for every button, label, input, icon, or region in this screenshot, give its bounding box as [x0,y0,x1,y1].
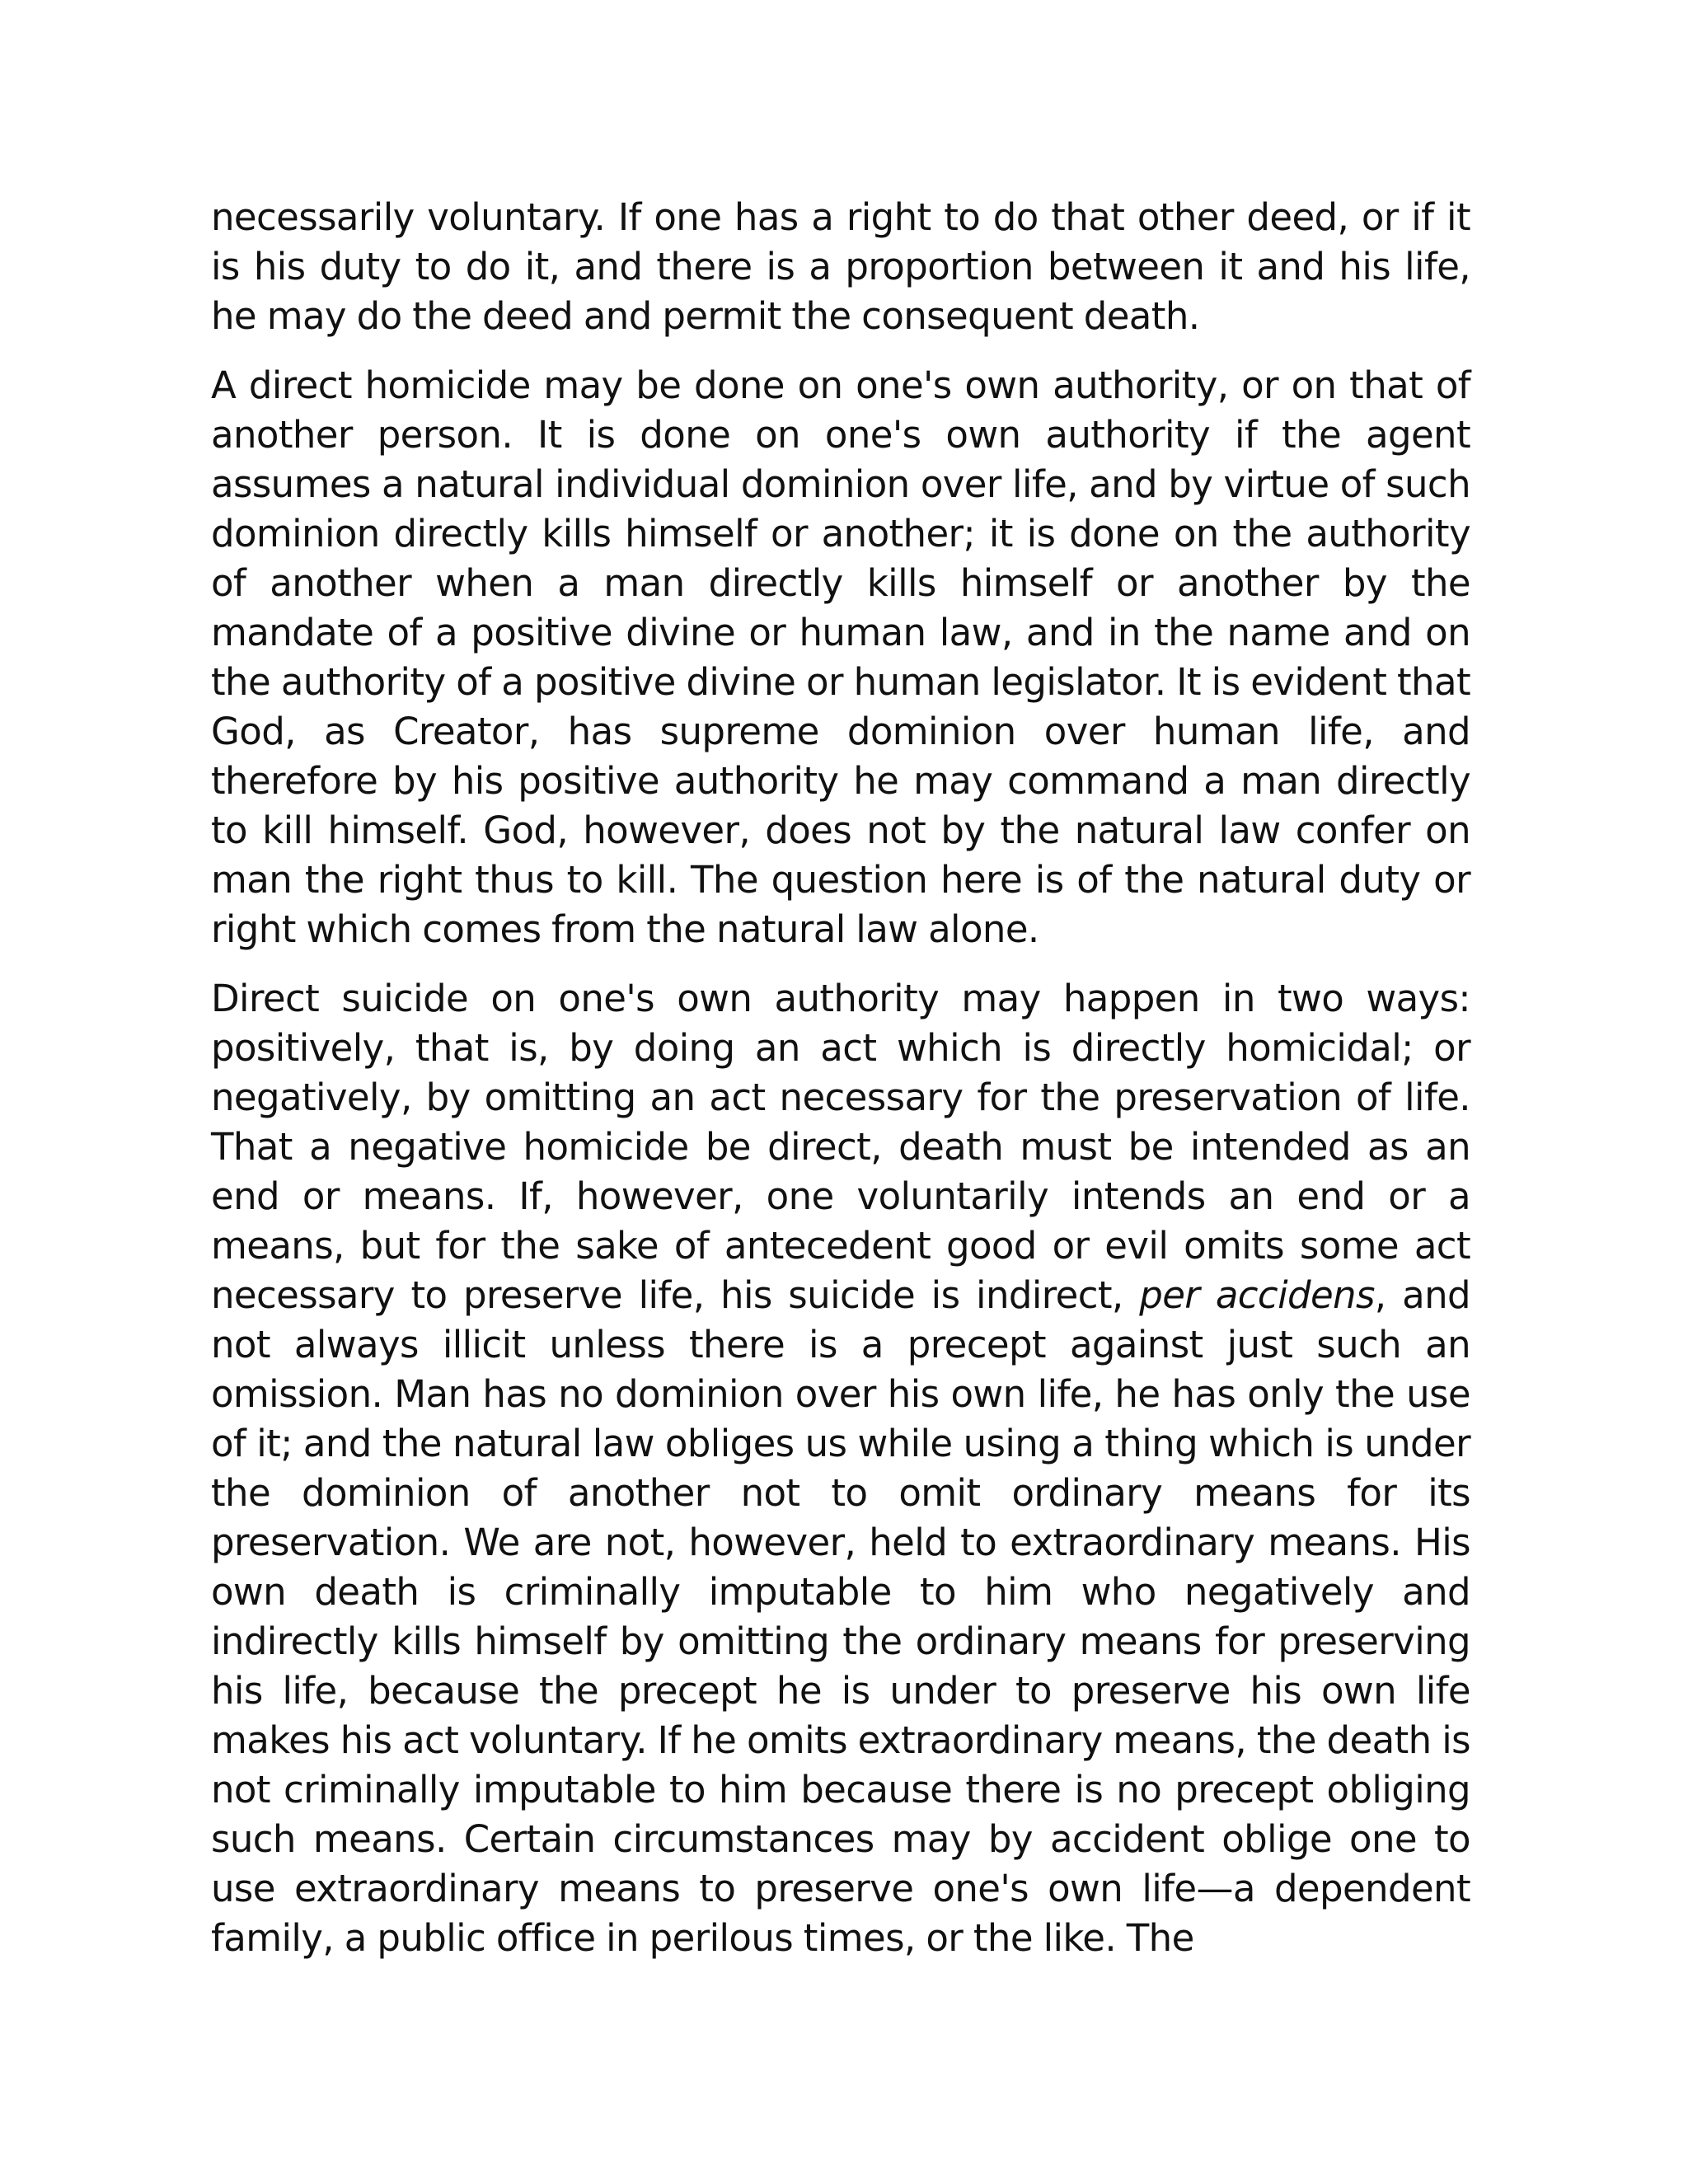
paragraph-1-text: necessarily voluntary. If one has a right to do that other deed, or if it is his duty to do it, and there is a proportion between it and his life, he may do the deed and permit the consequent death. [211,195,1470,338]
paragraph-3-text-after: , and not always illicit unless there is a precept against just such an omission. Man has no dominion over his own life, he has only the use of it; and the natural law obliges us while using a thing which is under the dominion of another not to omit ordinary means for its preservation. We are not, however, held to extraordinary means. His own death is criminally imputable to him who negatively and indirectly kills himself by omitting the ordinary means for preserving his life, because the precept he is under to preserve his own life makes his act voluntary. If he omits extraordinary means, the death is not criminally imputable to him because there is no precept obliging such means. Certain circumstances may by accident oblige one to use extraordinary means to preserve one's own life—a dependent family, a public office in perilous times, or the like. The [211,1273,1470,1960]
paragraph-2-text: A direct homicide may be done on one's own authority, or on that of another person. It is done on one's own authority if the agent assumes a natural individual dominion over life, and by virtue of such dominion directly kills himself or another; it is done on the authority of another when a man directly kills himself or another by the mandate of a positive divine or human law, and in the name and on the authority of a positive divine or human legislator. It is evident that God, as Creator, has supreme dominion over human life, and therefore by his positive authority he may command a man directly to kill himself. God, however, does not by the natural law confer on man the right thus to kill. The question here is of the natural duty or right which comes from the natural law alone. [211,363,1470,951]
paragraph-3-text-before: Direct suicide on one's own authority may happen in two ways: positively, that is, by doing an act which is directly homicidal; or negatively, by omitting an act necessary for the preservation of life. That a negative homicide be direct, death must be intended as an end or means. If, however, one voluntarily intends an end or a means, but for the sake of antecedent good or evil omits some act necessary to preserve life, his suicide is indirect, [211,977,1470,1317]
paragraph-1 [211,193,1470,341]
document-page [211,193,1470,1983]
paragraph-2 [211,361,1470,954]
paragraph-3-italic-phrase: per accidens [1139,1273,1375,1317]
paragraph-3 [211,974,1470,1963]
